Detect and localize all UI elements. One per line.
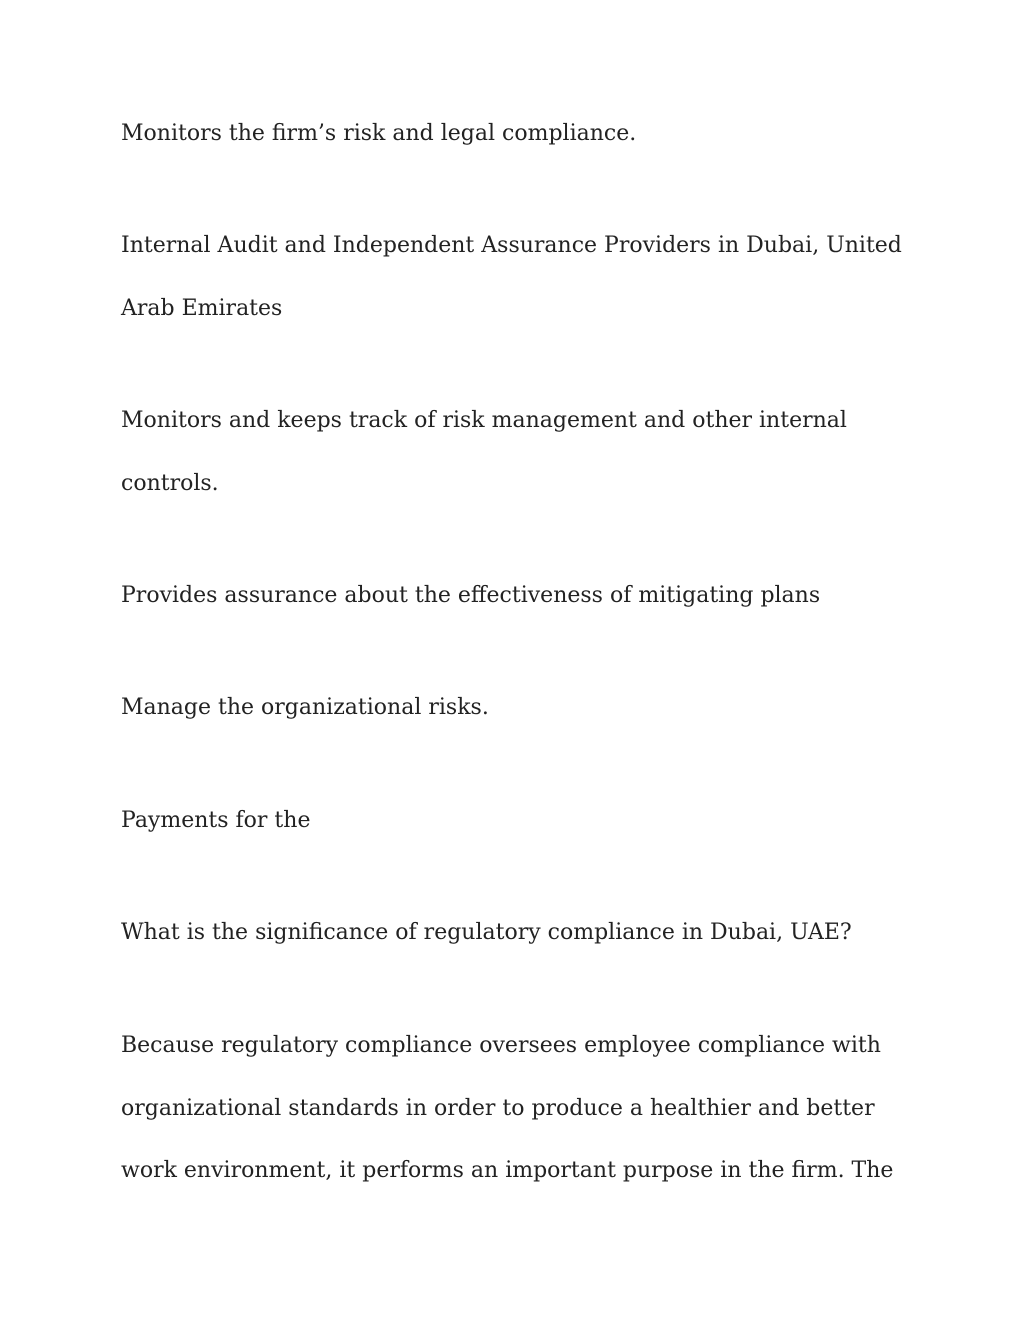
heading-internal-audit	[121, 215, 921, 340]
paragraph-payments	[121, 790, 921, 853]
text-line: Provides assurance about the effectiveness of mitigating plans	[121, 583, 821, 608]
text-line: work environment, it performs an important purpose in the firm. The	[121, 1158, 894, 1183]
heading-regulatory-significance	[121, 902, 921, 965]
paragraph-organizational-risks	[121, 677, 921, 740]
paragraph-risk-compliance	[121, 103, 921, 166]
paragraph-regulatory-compliance	[121, 1015, 921, 1203]
text-line: Because regulatory compliance oversees employee compliance with	[121, 1033, 881, 1058]
text-line: Monitors and keeps track of risk management and other internal	[121, 408, 847, 433]
text-line: Manage the organizational risks.	[121, 695, 489, 720]
text-line: What is the significance of regulatory compliance in Dubai, UAE?	[121, 920, 852, 945]
paragraph-assurance	[121, 565, 921, 628]
paragraph-risk-management	[121, 390, 921, 515]
text-line: Monitors the firm’s risk and legal compliance.	[121, 121, 637, 146]
text-line: Payments for the	[121, 808, 311, 833]
text-line: organizational standards in order to produce a healthier and better	[121, 1095, 875, 1121]
text-line: Internal Audit and Independent Assurance Providers in Dubai, United	[121, 233, 902, 258]
text-line: Arab Emirates	[121, 295, 283, 321]
text-line: controls.	[121, 470, 219, 496]
